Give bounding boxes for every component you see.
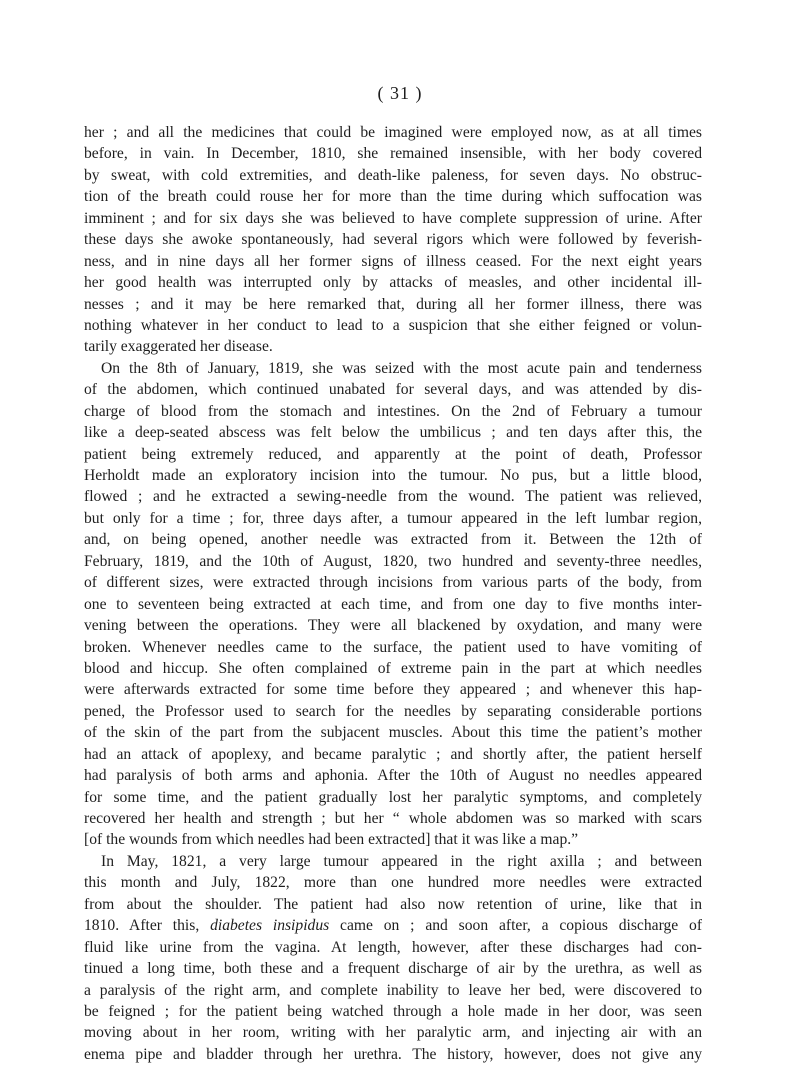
text-line: February, 1819, and the 10th of August, 1820, two hundred and seventy-three needles, [84, 552, 702, 570]
text-line: pened, the Professor used to search for the needles by separating considerable portions [84, 702, 702, 720]
text-line: moving about in her room, writing with her paralytic arm, and injecting air with an [84, 1024, 702, 1042]
text-line: ness, and in nine days all her former signs of illness ceased. For the next eight years [84, 252, 702, 270]
text-line: before, in vain. In December, 1810, she remained insensible, with her body covered [84, 145, 702, 163]
text-line: imminent ; and for six days she was believed to have complete suppression of urine. After [84, 209, 702, 227]
text-line: patient being extremely reduced, and apparently at the point of death, Professor [84, 445, 702, 463]
text-line: of the abdomen, which continued unabated for several days, and was attended by dis- [84, 381, 702, 399]
text-line: had paralysis of both arms and aphonia. After the 10th of August no needles appeared [84, 767, 702, 785]
text-line: of the skin of the part from the subjacent muscles. About this time the patient’s mother [84, 724, 702, 742]
text-segment: 1810. After this, [84, 917, 211, 935]
text-line: In May, 1821, a very large tumour appeared in the right axilla ; and between [101, 852, 702, 870]
text-line: these days she awoke spontaneously, had several rigors which were followed by feverish- [84, 231, 702, 249]
text-line: flowed ; and he extracted a sewing-needle from the wound. The patient was relieved, [84, 488, 702, 506]
text-line: one to seventeen being extracted at each time, and from one day to five months inter- [84, 595, 702, 613]
text-line: charge of blood from the stomach and intestines. On the 2nd of February a tumour [84, 402, 702, 420]
text-line: vening between the operations. They were all blackened by oxydation, and many were [84, 617, 702, 635]
text-line: tarily exaggerated her disease. [84, 338, 273, 356]
text-line: broken. Whenever needles came to the surface, the patient used to have vomiting of [84, 638, 702, 656]
body-text [84, 122, 702, 1065]
text-line: enema pipe and bladder through her urethra. The history, however, does not give any [84, 1045, 702, 1063]
text-line: tinued a long time, both these and a frequent discharge of air by the urethra, as well as [84, 960, 702, 978]
text-line: this month and July, 1822, more than one hundred more needles were extracted [84, 874, 702, 892]
text-line: but only for a time ; for, three days after, a tumour appeared in the left lumbar region, [84, 509, 702, 527]
text-line: were afterwards extracted for some time before they appeared ; and whenever this hap- [84, 681, 702, 699]
text-line: by sweat, with cold extremities, and death-like paleness, for seven days. No obstruc- [84, 166, 702, 184]
text-line: [of the wounds from which needles had been extracted] that it was like a map.” [84, 831, 579, 849]
text-line: be feigned ; for the patient being watched through a hole made in her door, was seen [84, 1002, 702, 1020]
text-line: recovered her health and strength ; but her “ whole abdomen was so marked with scars [84, 810, 702, 827]
text-line: for some time, and the patient gradually lost her paralytic symptoms, and completely [84, 788, 702, 806]
text-line: had an attack of apoplexy, and became paralytic ; and shortly after, the patient herself [84, 745, 702, 763]
text-line: tion of the breath could rouse her for more than the time during which suffocation was [84, 188, 702, 206]
text-line: a paralysis of the right arm, and complete inability to leave her bed, were discovered to [84, 981, 702, 999]
text-line: nesses ; and it may be here remarked that, during all her former illness, there was [84, 295, 702, 313]
text-line: fluid like urine from the vagina. At length, however, after these discharges had con- [84, 938, 702, 956]
text-line: like a deep-seated abscess was felt below the umbilicus ; and ten days after this, the [84, 424, 702, 442]
text-line: her ; and all the medicines that could be imagined were employed now, as at all times [84, 124, 702, 141]
text-line: Herholdt made an exploratory incision into the tumour. No pus, but a little blood, [84, 467, 702, 484]
text-line: blood and hiccup. She often complained of extreme pain in the part at which needles [84, 659, 702, 677]
text-line: from about the shoulder. The patient had also now retention of urine, like that in [84, 895, 702, 913]
text-line: On the 8th of January, 1819, she was seized with the most acute pain and tenderness [101, 359, 702, 377]
page-number: ( 31 ) [377, 83, 423, 103]
text-line: and, on being opened, another needle was extracted from it. Between the 12th of [84, 531, 702, 549]
text-line [84, 915, 702, 936]
text-line: her good health was interrupted only by attacks of measles, and other incidental ill- [84, 274, 702, 292]
text-line: of different sizes, were extracted through incisions from various parts of the body, from [84, 574, 702, 592]
italic-term: diabetes insipidus [210, 917, 330, 935]
text-line: nothing whatever in her conduct to lead to a suspicion that she either feigned or volun- [84, 316, 702, 334]
text-segment: came on ; and soon after, a copious discharge of [329, 917, 702, 935]
